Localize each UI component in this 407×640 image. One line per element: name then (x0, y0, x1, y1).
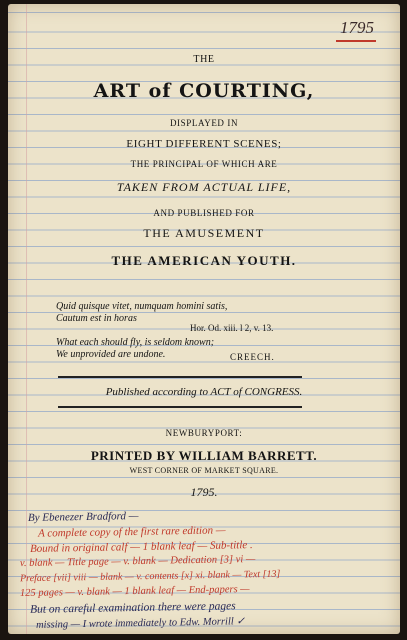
note-red-2: Bound in original calf — 1 blank leaf — Sub-title . (29, 539, 253, 555)
note-red-1: A complete copy of the first rare edition — (37, 524, 226, 540)
imprint-year: 1795. (190, 485, 218, 499)
note-ink-1: But on careful examination there were pages (29, 600, 236, 616)
note-ink-2: missing — I wrote immediately to Edw. Morrill ✓ (35, 616, 246, 631)
published-according: Published according to ACT of CONGRESS. (105, 386, 303, 398)
title-taken: TAKEN FROM ACTUAL LIFE, (116, 180, 292, 194)
note-author: By Ebenezer Bradford — (27, 510, 139, 524)
title-displayed: DISPLAYED IN (169, 118, 239, 128)
epigraph-latin-cite: Hor. Od. xiii. l 2, v. 13. (190, 323, 274, 333)
title-amusement: THE AMUSEMENT (143, 226, 265, 240)
epigraph-latin-1: Quid quisque vitet, numquam homini satis, (56, 301, 228, 312)
corner-year-underline (336, 40, 376, 42)
note-red-4: Preface [vii] viii — blank — v. contents [x] xi. blank — Text [13] (19, 568, 281, 585)
epigraph-latin-2: Cautum est in horas (56, 313, 137, 324)
note-red-3: v. blank — Title page — v. blank — Dedication [3] vi — (19, 553, 256, 570)
title-principal: THE PRINCIPAL OF WHICH ARE (130, 159, 278, 169)
title-scenes: EIGHT DIFFERENT SCENES; (126, 138, 282, 150)
epigraph-english-2: We unprovided are undone. (56, 349, 166, 360)
title-published-for: AND PUBLISHED FOR (153, 208, 255, 218)
epigraph-english-1: What each should fly, is seldom known; (56, 337, 215, 348)
imprint-address: WEST CORNER OF MARKET SQUARE. (129, 466, 279, 475)
epigraph-english-cite: CREECH. (230, 352, 275, 362)
title-main: ART of COURTING, (93, 80, 315, 102)
rule-top (58, 376, 302, 378)
corner-year: 1795 (340, 18, 374, 37)
title-the: THE (193, 54, 215, 65)
notebook-page (8, 4, 400, 634)
imprint-printer: PRINTED BY WILLIAM BARRETT. (90, 448, 318, 463)
title-youth: THE AMERICAN YOUTH. (111, 253, 297, 268)
imprint-place: NEWBURYPORT: (165, 428, 243, 438)
note-red-5: 125 pages — v. blank — 1 blank leaf — End-papers — (19, 583, 250, 600)
rule-bottom (58, 406, 302, 408)
